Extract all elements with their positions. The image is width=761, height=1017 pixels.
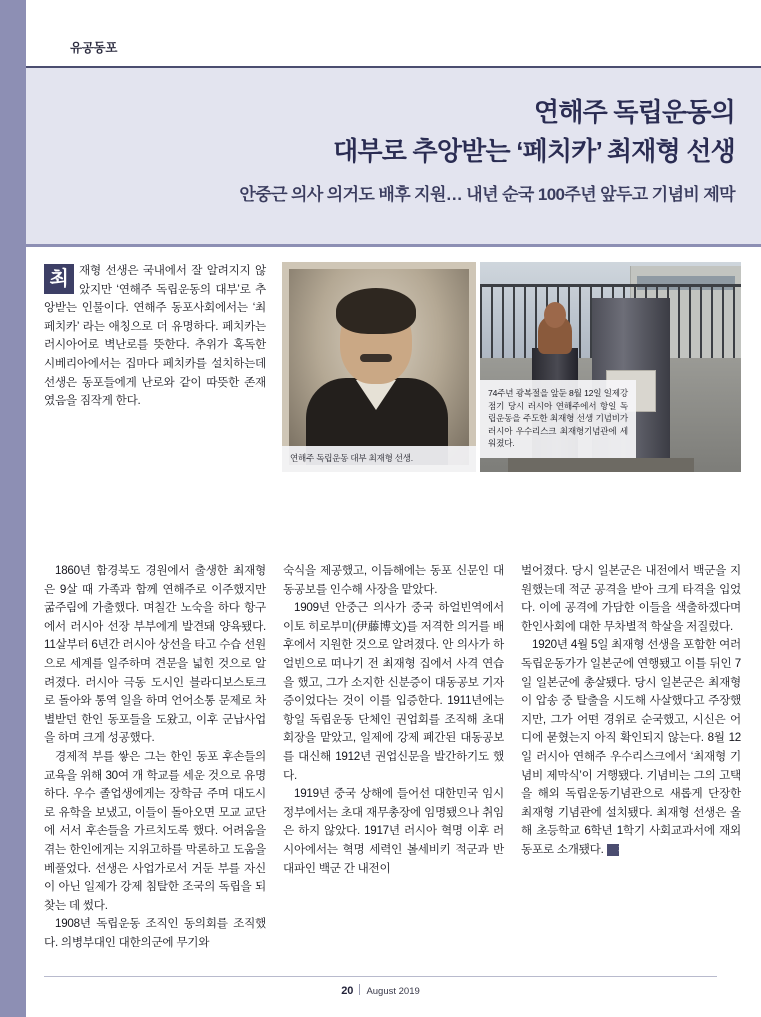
paragraph: 1860년 함경북도 경원에서 출생한 최재형은 9살 때 가족과 함께 연해주로 이주했지만 굶주림에 가출했다. 며칠간 노숙을 하다 항구에서 러시아 선장 부부에게 발견돼 양육됐다. 11살부터 6년간 러시아 상선을 타고 수습 선원으로 세계를 일주하며 견문을 넓힌 것으로 알려졌다. 러시아 극동 도시인 블라디보스토크로 돌아와 통역 일을 하며 언어소통 문제로 차별받던 한인 동포들을 도왔고, 이후 군납사업을 하며 크게 성공했다. [44, 564, 266, 745]
lead-paragraph-text: 재형 선생은 국내에서 잘 알려지지 않았지만 ‘연해주 독립운동의 대부’로 추앙받는 인물이다. 연해주 동포사회에서는 ‘최 페치카’ 라는 애칭으로 더 유명하다. 페치카는 러시아어로 벽난로를 뜻한다. 추위가 혹독한 시베리아에서는 집마다 페치카를 설치하는데 선생은 동포들에게 난로와 같이 따뜻한 존재였음을 짐작게 한다. [44, 264, 266, 408]
portrait-frame [282, 262, 476, 472]
photo-block [282, 262, 741, 472]
paragraph-text: 1920년 4월 5일 최재형 선생을 포함한 여러 독립운동가가 일본군에 연행됐고 이틀 뒤인 7일 일본군에 총살됐다. 당시 일본군은 최재형이 압송 중 탈출을 시도해 사살했다고 주장했지만, 그가 어떤 경위로 순국했고, 시신은 어디에 묻혔는지 아직 확인되지 않는다. 8월 12일 러시아 연해주 우수리스크에서 ‘최재형 기념비 제막식’이 거행됐다. 기념비는 그의 고택을 해외 독립운동기념관으로 새롭게 단장한 최재형 기념관에 설치됐다. 최재형 선생은 올해 초등학교 6학년 1학기 사회교과서에 재외동포로 소개됐다. [521, 638, 741, 856]
lead-paragraph [44, 262, 266, 411]
subheadline: 안중근 의사 의거도 배후 지원… 내년 순국 100주년 앞두고 기념비 제막 [239, 185, 735, 204]
page-number: 20 [341, 985, 354, 997]
monument-bust-head [544, 302, 566, 328]
issue-date: August 2019 [366, 986, 420, 997]
column-2 [283, 562, 504, 952]
page-header [26, 0, 761, 67]
left-accent-bar [0, 0, 26, 1017]
portrait-photo [282, 262, 476, 472]
article-upper-zone [44, 262, 741, 552]
portrait-caption: 연해주 독립운동 대부 최재형 선생. [282, 446, 476, 472]
title-band [26, 68, 761, 244]
title-band-divider [26, 244, 761, 247]
paragraph: 1909년 안중근 의사가 중국 하얼빈역에서 이토 히로부미(伊藤博文)를 저격한 의거를 배후에서 지원한 것으로 알려졌다. 안 의사가 하얼빈으로 떠나기 전 최재형 집에서 사격 연습을 했고, 그가 소지한 신분증이 대동공보 기자증이었다는 것이 이를 입증한다. 1911년에는 항일 독립운동 단체인 권업회를 조직해 초대 회장을 맡았고, 일제에 강제 폐간된 대동공보를 대신해 1912년 권업신문을 발간하기도 했다. [283, 601, 504, 782]
drop-cap: 최 [44, 264, 74, 294]
paragraph: 벌어졌다. 당시 일본군은 내전에서 백군을 지원했는데 적군 공격을 받아 크게 타격을 입었다. 이에 공격에 가담한 이들을 색출하겠다며 한인사회에 대한 무차별적 학살을 저질렀다. [521, 564, 741, 633]
page-footer [0, 984, 761, 997]
headline-line-1: 연해주 독립운동의 [534, 97, 735, 127]
paragraph: 1919년 중국 상해에 들어선 대한민국 임시정부에서는 초대 재무총장에 임명됐으나 취임은 하지 않았다. 1917년 러시아 혁명 이후 러시아에서는 혁명 세력인 볼세비키 적군과 반대파인 백군 간 내전이 [283, 787, 504, 875]
footer-separator [359, 984, 360, 995]
paragraph: 1908년 독립운동 조직인 동의회를 조직했다. 의병부대인 대한의군에 무기와 [44, 917, 266, 949]
column-3 [521, 562, 741, 952]
lead-paragraph-column [44, 262, 266, 411]
article-content [44, 262, 741, 949]
monument-caption: 74주년 광복절을 앞둔 8월 12일 일제강점기 당시 러시아 연해주에서 항일 독립운동을 주도한 최재형 선생 기념비가 러시아 우수리스크 최재형기념관에 세워졌다. [480, 380, 636, 458]
end-of-article-mark: 기 [607, 844, 619, 856]
monument-base [508, 458, 694, 472]
headline-line-2: 대부로 추앙받는 ‘페치카’ 최재형 선생 [333, 136, 735, 166]
section-tag: 유공동포 [70, 41, 118, 55]
paragraph: 경제적 부를 쌓은 그는 한인 동포 후손들의 교육을 위해 30여 개 학교를 세운 것으로 유명하다. 우수 졸업생에게는 장학금 주며 대도시로 유학을 보냈고, 이들이 돌아오면 모교 교단에 서서 후손들을 가르치도록 했다. 어려움을 겪는 한인에게는 지위고하를 막론하고 도움을 베풀었다. 선생은 사업가로서 거둔 부를 자신이 아닌 일제가 강제 침탈한 조국의 독립을 되찾는 데 썼다. [44, 749, 266, 912]
article-columns [44, 562, 741, 952]
paragraph [521, 636, 741, 859]
column-1 [44, 562, 266, 952]
paragraph: 숙식을 제공했고, 이듬해에는 동포 신문인 대동공보를 인수해 사장을 맡았다. [283, 564, 504, 596]
footer-divider [44, 976, 717, 977]
